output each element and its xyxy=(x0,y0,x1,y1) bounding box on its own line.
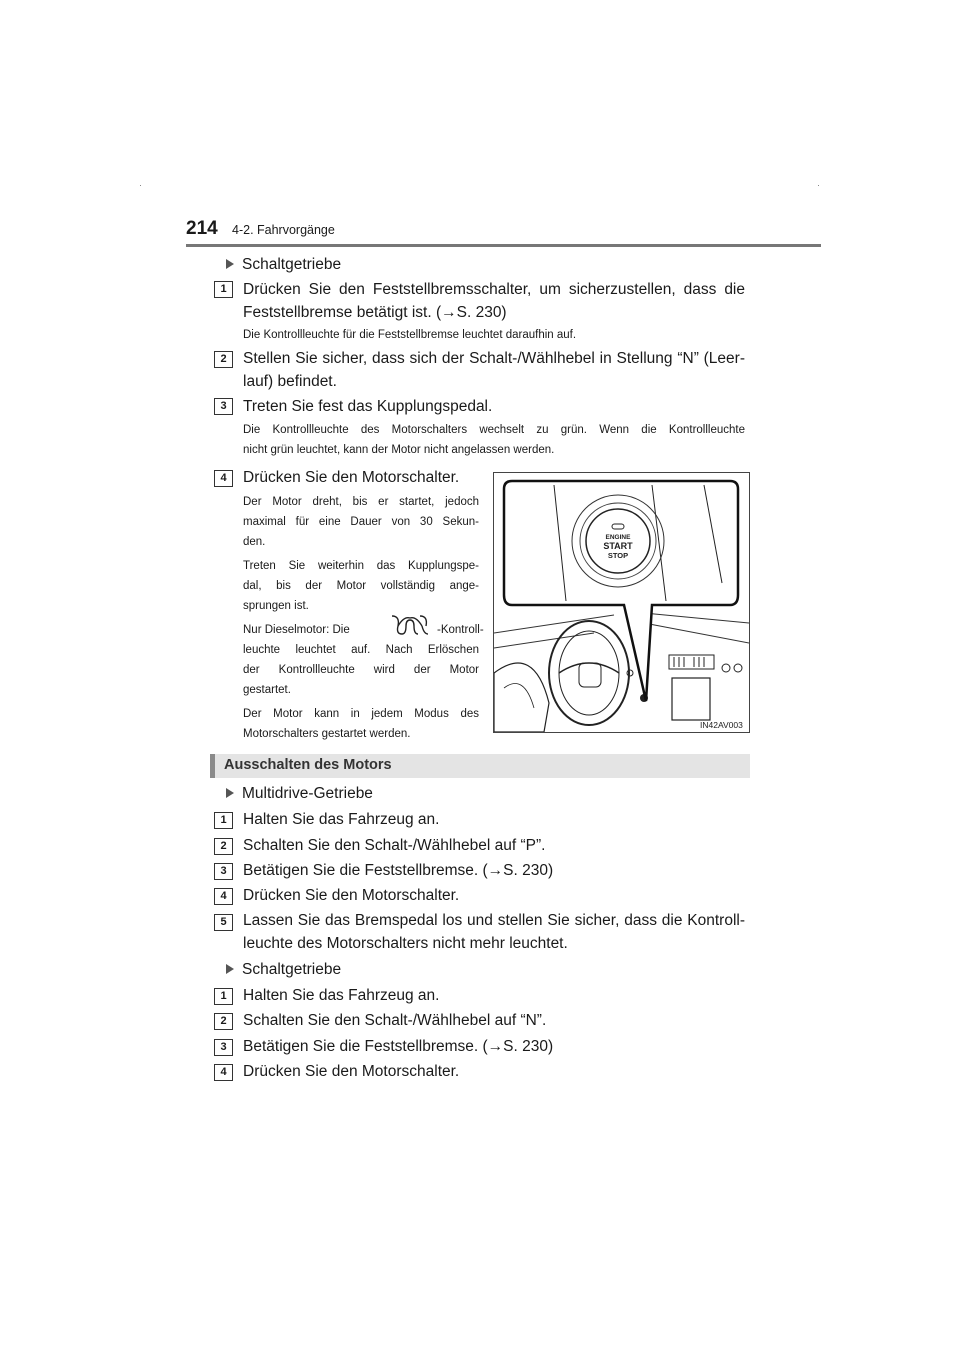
step-number-badge: 4 xyxy=(214,470,233,487)
step-text: Stellen Sie sicher, dass sich der Schalt-/Wählhebel in Stellung “N” (Leer- xyxy=(243,350,745,367)
step-note: Nur Dieselmotor: Die xyxy=(243,624,350,636)
step-text: Betätigen Sie die Feststellbremse. (→S. 230) xyxy=(243,1038,554,1055)
step-note: nicht grün leuchtet, kann der Motor nicht angelassen werden. xyxy=(243,444,555,456)
step-note: -Kontroll- xyxy=(437,624,484,636)
step-number-badge: 2 xyxy=(214,1013,233,1030)
section-heading: Ausschalten des Motors xyxy=(224,757,392,773)
step-note: Die Kontrollleuchte des Motorschalters wechselt zu grün. Wenn die Kontrollleuchte xyxy=(243,424,745,436)
step-note: Motorschalters gestartet werden. xyxy=(243,728,411,740)
step-number-badge: 3 xyxy=(214,863,233,880)
step-note: maximal für eine Dauer von 30 Sekun- xyxy=(243,516,479,528)
figure-engine-switch xyxy=(493,472,750,733)
step-text: leuchte des Motorschalters nicht mehr leuchtet. xyxy=(243,935,568,952)
section-title: 4-2. Fahrvorgänge xyxy=(232,223,335,237)
step-text: Drücken Sie den Motorschalter. xyxy=(243,469,460,486)
arrow-icon xyxy=(226,788,234,798)
step-number-badge: 1 xyxy=(214,281,233,298)
arrow-icon xyxy=(226,259,234,269)
step-text: Schalten Sie den Schalt-/Wählhebel auf “P”. xyxy=(243,837,546,854)
step-text: Halten Sie das Fahrzeug an. xyxy=(243,987,440,1004)
step-text: Drücken Sie den Motorschalter. xyxy=(243,887,460,904)
subsection-heading-label: Schaltgetriebe xyxy=(242,256,342,273)
page-number: 214 xyxy=(186,218,218,239)
step-note: leuchte leuchtet auf. Nach Erlöschen xyxy=(243,644,479,656)
step-number-badge: 4 xyxy=(214,888,233,905)
step-note: Die Kontrollleuchte für die Feststellbremse leuchtet daraufhin auf. xyxy=(243,329,577,341)
step-text: Feststellbremse betätigt ist. (→S. 230) xyxy=(243,304,507,321)
step-number-badge: 5 xyxy=(214,914,233,931)
step-note: Der Motor kann in jedem Modus des xyxy=(243,708,479,720)
dashboard-illustration xyxy=(494,473,749,732)
step-text: Halten Sie das Fahrzeug an. xyxy=(243,811,440,828)
step-note: der Kontrollleuchte wird der Motor xyxy=(243,664,479,676)
step-number-badge: 2 xyxy=(214,351,233,368)
crop-mark xyxy=(140,185,141,186)
step-text: lauf) befindet. xyxy=(243,373,337,390)
step-note: gestartet. xyxy=(243,684,291,696)
step-text: Drücken Sie den Motorschalter. xyxy=(243,1063,460,1080)
subsection-heading xyxy=(226,961,341,979)
subsection-heading xyxy=(226,785,373,803)
step-note: dal, bis der Motor vollständig ange- xyxy=(243,580,479,592)
button-label-start: START xyxy=(603,541,633,551)
button-label-stop: STOP xyxy=(607,551,629,560)
header-divider xyxy=(186,244,821,247)
crop-mark xyxy=(818,185,819,186)
step-text: Lassen Sie das Bremspedal los und stellen Sie sicher, dass die Kontroll- xyxy=(243,912,745,929)
step-number-badge: 3 xyxy=(214,1039,233,1056)
arrow-icon xyxy=(226,964,234,974)
subsection-heading xyxy=(226,256,341,274)
button-label-engine: ENGINE xyxy=(605,534,631,541)
step-number-badge: 3 xyxy=(214,398,233,415)
glow-plug-indicator-icon xyxy=(386,614,434,636)
step-note: den. xyxy=(243,536,266,548)
subsection-heading-label: Schaltgetriebe xyxy=(242,961,342,978)
step-text: Schalten Sie den Schalt-/Wählhebel auf “N”. xyxy=(243,1012,547,1029)
step-note: sprungen ist. xyxy=(243,600,309,612)
step-number-badge: 2 xyxy=(214,838,233,855)
step-number-badge: 1 xyxy=(214,988,233,1005)
step-text: Betätigen Sie die Feststellbremse. (→S. 230) xyxy=(243,862,554,879)
step-text: Treten Sie fest das Kupplungspedal. xyxy=(243,398,493,415)
step-note: Der Motor dreht, bis er startet, jedoch xyxy=(243,496,479,508)
step-text: Drücken Sie den Feststellbremsschalter, um sicherzustellen, dass die xyxy=(243,281,745,298)
step-note: Treten Sie weiterhin das Kupplungspe- xyxy=(243,560,479,572)
figure-id: IN42AV003 xyxy=(700,720,743,730)
subsection-heading-label: Multidrive-Getriebe xyxy=(242,785,373,802)
step-number-badge: 1 xyxy=(214,812,233,829)
step-number-badge: 4 xyxy=(214,1064,233,1081)
